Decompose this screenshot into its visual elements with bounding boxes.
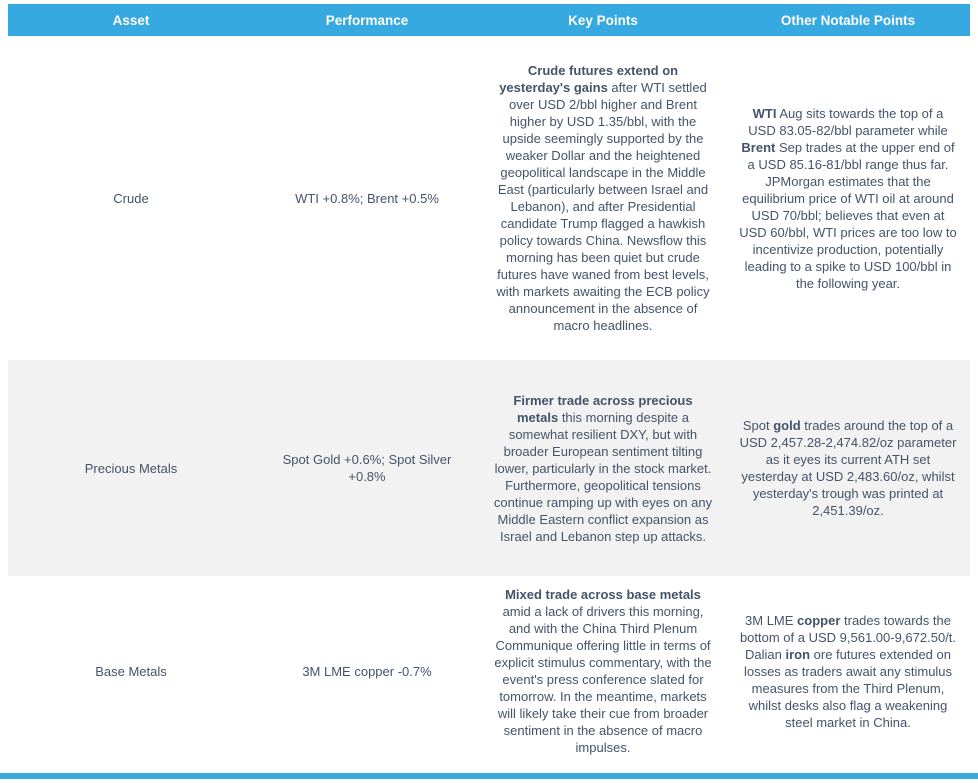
text-segment: ore futures extended on losses as traders await any stimulus measures from the Third Plenum, whilst desks also flag a weakening steel market in China.: [743, 646, 953, 730]
text-segment: Aug sits towards the top of a USD 83.05-82/bbl parameter while: [748, 105, 948, 138]
asset-cell: Base Metals: [8, 576, 254, 766]
table-row: [8, 576, 970, 766]
column-header-asset: Asset: [8, 4, 254, 36]
text-segment: trades around the top of a USD 2,457.28-2,474.82/oz parameter as it eyes its current ATH set yesterday at USD 2,483.60/oz, whilst yesterday's trough was printed at 2,451.39/oz.: [739, 418, 957, 518]
text-segment: trades towards the bottom of a USD 9,561.00-9,672.50/t. Dalian: [739, 612, 957, 662]
column-header-other-notable-points: Other Notable Points: [726, 4, 970, 36]
text-segment: iron: [785, 646, 811, 662]
asset-cell: Crude: [8, 36, 254, 360]
text-segment: WTI: [752, 105, 777, 121]
text-segment: Mixed trade across base metals: [505, 587, 701, 602]
asset-cell: Precious Metals: [8, 360, 254, 576]
other-notable-points-cell: [726, 360, 970, 576]
table-row: [8, 360, 970, 576]
key-points-cell: [480, 36, 726, 360]
text-segment: 3M LME: [745, 612, 798, 628]
other-notable-points-cell: [726, 36, 970, 360]
text-segment: amid a lack of drivers this morning, and with the China Third Plenum Communique offering little in terms of explicit stimulus commentary, with the event's press conference slated for tomorrow. In the meantime, markets will likely take their cue from broader sentiment in the absence of macro impulses.: [494, 604, 712, 755]
text-segment: copper: [797, 612, 841, 628]
text-segment: gold: [773, 418, 801, 433]
column-header-key-points: Key Points: [480, 4, 726, 36]
text-segment: Spot: [742, 418, 774, 433]
column-header-performance: Performance: [254, 4, 480, 36]
commodities-table: [8, 4, 970, 766]
text-segment: Crude futures extend on yesterday's gains: [499, 63, 679, 95]
bottom-accent-bar: [0, 773, 978, 779]
text-segment: this morning despite a somewhat resilient DXY, but with broader European sentiment tilting lower, particularly in the stock market. Furthermore, geopolitical tensions continue ramping up with eyes on any Middle Eastern conflict expansion as Israel and Lebanon step up attacks.: [493, 409, 713, 544]
key-points-cell: [480, 360, 726, 576]
key-points-cell: [480, 576, 726, 766]
text-segment: Firmer trade across precious metals: [513, 392, 693, 425]
performance-cell: WTI +0.8%; Brent +0.5%: [254, 36, 480, 360]
performance-cell: 3M LME copper -0.7%: [254, 576, 480, 766]
other-notable-points-cell: [726, 576, 970, 766]
commodities-report-page: [0, 4, 978, 783]
text-segment: Brent: [741, 139, 776, 155]
text-segment: after WTI settled over USD 2/bbl higher and Brent higher by USD 1.35/bbl, with the upside seemingly supported by the weaker Dollar and the heightened geopolitical landscape in the Middle East (particularly between Israel and Lebanon), and after Presidential candidate Trump flagged a hawkish policy towards China. Newsflow this morning has been quiet but crude futures have waned from best levels, with markets awaiting the ECB policy announcement in the absence of macro headlines.: [496, 80, 710, 333]
table-row: [8, 36, 970, 360]
table-header-row: [8, 4, 970, 36]
text-segment: Sep trades at the upper end of a USD 85.16-81/bbl range thus far. JPMorgan estimates that the equilibrium price of WTI oil at around USD 70/bbl; believes that even at USD 60/bbl, WTI prices are too low to incentivize production, potentially leading to a spike to USD 100/bbl in the following year.: [739, 139, 957, 291]
performance-cell: Spot Gold +0.6%; Spot Silver +0.8%: [254, 360, 480, 576]
